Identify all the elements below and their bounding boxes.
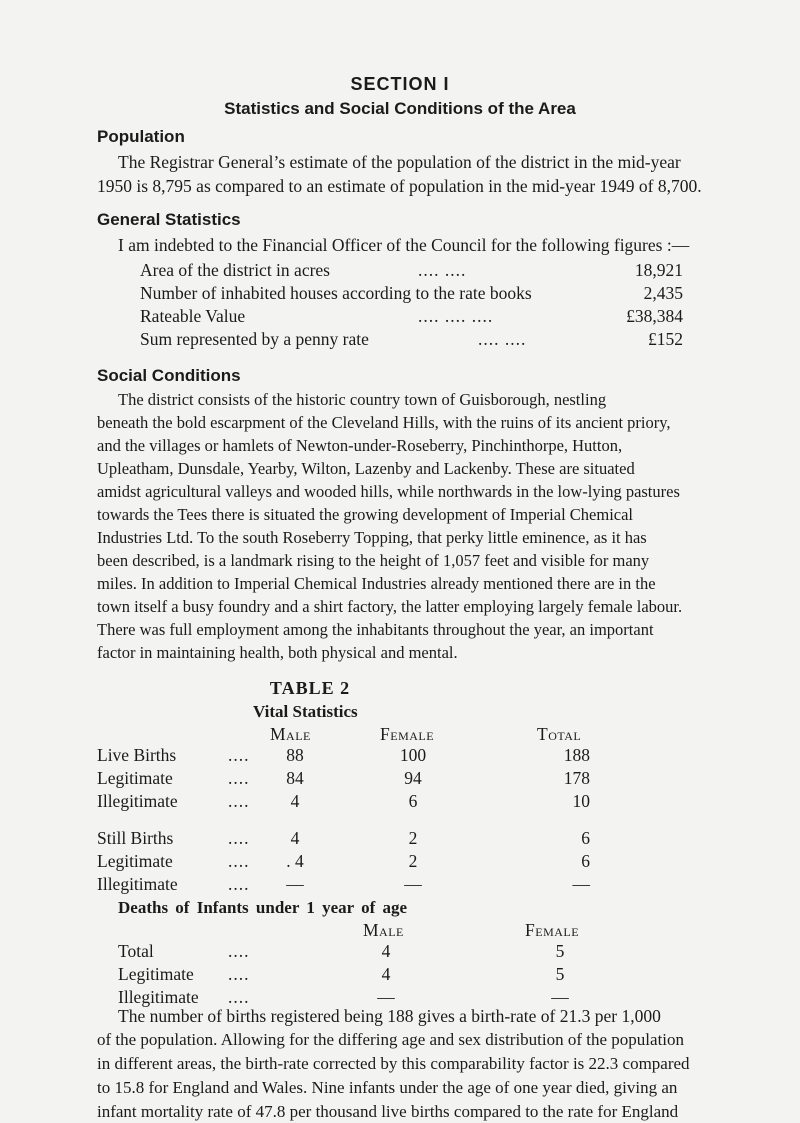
leader-dots: .... .... <box>478 329 527 349</box>
cell-total: 6 <box>581 851 590 871</box>
cell-female: 2 <box>408 851 418 871</box>
deaths-header-male: Male <box>363 920 404 940</box>
cell-female: — <box>404 874 422 894</box>
general-row-label: Number of inhabited houses according to the rate books <box>140 283 532 303</box>
general-row-value: 18,921 <box>634 260 683 280</box>
cell-female: 5 <box>555 964 565 984</box>
social-line: factor in maintaining health, both physical and mental. <box>97 643 458 662</box>
leader-dots: .... <box>228 768 250 788</box>
column-header-total: Total <box>537 724 582 744</box>
table-row-label: Legitimate <box>97 851 173 871</box>
general-row-label: Rateable Value <box>140 306 246 326</box>
social-line: There was full employment among the inhabitants throughout the year, an important <box>97 620 654 639</box>
leader-dots: .... <box>228 828 250 848</box>
population-line-1: The Registrar General’s estimate of the population of the district in the mid-year <box>118 152 681 172</box>
cell-male: 88 <box>286 745 304 765</box>
leader-dots: .... <box>228 987 250 1007</box>
table-row-label: Illegitimate <box>118 987 199 1007</box>
closing-line: The number of births registered being 188 gives a birth-rate of 21.3 per 1,000 <box>118 1006 661 1026</box>
table-row-label: Illegitimate <box>97 874 178 894</box>
general-heading: General Statistics <box>97 210 241 229</box>
closing-line: in different areas, the birth-rate corrected by this comparability factor is 22.3 compared <box>97 1054 690 1073</box>
general-row-label: Sum represented by a penny rate <box>140 329 369 349</box>
social-line: The district consists of the historic country town of Guisborough, nestling <box>118 390 607 409</box>
section-subtitle: Statistics and Social Conditions of the Area <box>224 99 576 118</box>
social-heading: Social Conditions <box>97 366 241 385</box>
social-line: Upleatham, Dunsdale, Yearby, Wilton, Lazenby and Lackenby. These are situated <box>97 459 635 478</box>
cell-male: 4 <box>290 791 300 811</box>
social-line: amidst agricultural valleys and wooded hills, while northwards in the low-lying pastures <box>97 482 680 501</box>
general-row-label: Area of the district in acres <box>140 260 330 280</box>
general-intro: I am indebted to the Financial Officer of the Council for the following figures :— <box>118 235 690 255</box>
social-line: Industries Ltd. To the south Roseberry Topping, that perky little eminence, as it has <box>97 528 647 547</box>
cell-male: 4 <box>381 964 391 984</box>
closing-line: to 15.8 for England and Wales. Nine infants under the age of one year died, giving an <box>97 1078 678 1097</box>
cell-female: 94 <box>404 768 422 788</box>
table-row-label: Legitimate <box>118 964 194 984</box>
cell-male: 4 <box>381 941 391 961</box>
column-header-female: Female <box>380 724 435 744</box>
population-heading: Population <box>97 127 185 146</box>
table-row-label: Illegitimate <box>97 791 178 811</box>
social-line: town itself a busy foundry and a shirt factory, the latter employing largely female labour. <box>97 597 683 616</box>
column-header-male: Male <box>270 724 311 744</box>
cell-male: 84 <box>286 768 304 788</box>
leader-dots: .... <box>228 791 250 811</box>
cell-female: 5 <box>555 941 565 961</box>
social-line: towards the Tees there is situated the growing development of Imperial Chemical <box>97 505 634 524</box>
table-row-label: Total <box>118 941 154 961</box>
cell-male: — <box>377 987 395 1007</box>
leader-dots: .... <box>228 964 250 984</box>
cell-total: 10 <box>572 791 590 811</box>
cell-female: 100 <box>399 745 427 765</box>
leader-dots: .... <box>228 745 250 765</box>
cell-total: — <box>572 874 590 894</box>
deaths-header-female: Female <box>525 920 580 940</box>
cell-total: 178 <box>563 768 590 788</box>
table-row-label: Still Births <box>97 828 174 848</box>
cell-total: 6 <box>581 828 590 848</box>
population-line-2: 1950 is 8,795 as compared to an estimate of population in the mid-year 1949 of 8,700. <box>97 176 702 196</box>
cell-female: — <box>551 987 569 1007</box>
general-row-value: 2,435 <box>643 283 683 303</box>
social-line: miles. In addition to Imperial Chemical Industries already mentioned there are in the <box>97 574 656 593</box>
social-line: beneath the bold escarpment of the Cleveland Hills, with the ruins of its ancient priory, <box>97 413 671 432</box>
social-line: been described, is a landmark rising to the height of 1,057 feet and visible for many <box>97 551 650 570</box>
cell-female: 6 <box>408 791 418 811</box>
deaths-title: Deaths of Infants under 1 year of age <box>118 898 408 917</box>
section-title: SECTION I <box>350 74 450 94</box>
general-row-value: £38,384 <box>626 306 683 326</box>
table-row-label: Live Births <box>97 745 177 765</box>
table-title: TABLE 2 <box>269 678 351 698</box>
leader-dots: .... <box>228 941 250 961</box>
closing-line: of the population. Allowing for the differing age and sex distribution of the population <box>97 1030 685 1049</box>
table-subtitle: Vital Statistics <box>253 702 358 721</box>
cell-male: — <box>286 874 304 894</box>
cell-male: . 4 <box>286 851 304 871</box>
social-line: and the villages or hamlets of Newton-under-Roseberry, Pinchinthorpe, Hutton, <box>97 436 623 455</box>
leader-dots: .... .... .... <box>418 306 494 326</box>
leader-dots: .... <box>228 851 250 871</box>
closing-line: infant mortality rate of 47.8 per thousand live births compared to the rate for England <box>97 1102 679 1121</box>
leader-dots: .... .... <box>418 260 467 280</box>
leader-dots: .... <box>228 874 250 894</box>
cell-female: 2 <box>408 828 418 848</box>
cell-total: 188 <box>563 745 590 765</box>
general-row-value: £152 <box>648 329 683 349</box>
cell-male: 4 <box>290 828 300 848</box>
table-row-label: Legitimate <box>97 768 173 788</box>
